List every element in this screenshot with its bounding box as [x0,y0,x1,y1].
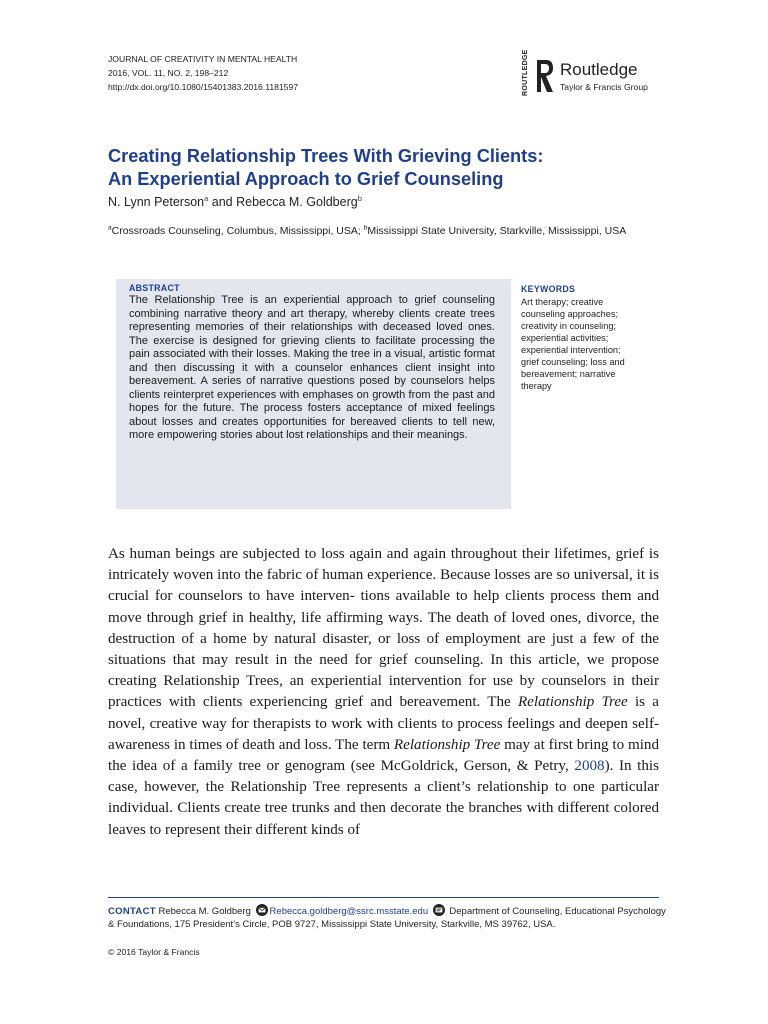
keyword-line: grief counseling; loss and [521,357,625,367]
italic-term-2: Relationship Tree [393,736,501,753]
body-text-part-4: ). In this case, however, the Relationship Tree represents a client’s relationship to one particular individual. Clients create tree trunks and then decorate the branches with different colored leaves to represent their different kinds of [108,758,659,838]
publisher-logo [522,49,662,98]
title-line-2: An Experiential Approach to Grief Counseling [108,169,504,189]
affiliation-a: Crossroads Counseling, Columbus, Mississippi, USA; [111,225,364,237]
copyright: © 2016 Taylor & Francis [108,947,200,957]
citation-link[interactable]: 2008 [574,758,605,775]
keywords-list [521,296,651,392]
affil-mark-a: a [108,224,112,232]
journal-header [108,52,298,94]
contact-label: CONTACT [108,906,156,917]
contact-address: Department of Counseling, Educational Psychology & Foundations, 175 President’s Circle, POB 9727, Mississippi State University, Starkville, MS 39762, USA. [108,906,666,930]
keyword-line: counseling approaches; [521,309,619,319]
contact-block [108,904,668,931]
footer-divider [108,897,659,898]
author-1-affil-mark[interactable]: a [204,193,209,203]
affiliations [108,224,668,238]
author-2-affil-mark[interactable]: b [357,193,362,203]
keyword-line: experiential activities; [521,333,609,343]
author-1[interactable]: N. Lynn Peterson [108,195,205,209]
affil-mark-b: b [363,224,368,232]
email-icon [256,904,268,916]
abstract-box [116,279,511,509]
body-text-part-3: may at first bring to mind the idea of a family tree or genogram (see McGoldrick, Gerson, & Petry, [108,736,659,775]
publisher-name: Routledge [560,60,638,79]
keyword-line: creativity in counseling; [521,321,616,331]
publisher-vertical-text: ROUTLEDGE [522,49,529,96]
keywords-heading: KEYWORDS [521,284,576,294]
routledge-badge [522,49,554,98]
title-line-1: Creating Relationship Trees With Grieving Clients: [108,146,544,166]
body-text-part-1: As human beings are subjected to loss again and again throughout their lifetimes, grief is intricately woven into the fabric of human experience. Because losses are so universal, it is crucial for counselors to have interven- tions available to help clients process them and move through grief in healthy, life affirming ways. The death of loved ones, divorce, the destruction of a home by natural disaster, or loss of employment are just a few of the situations that may result in the need for grief counseling. In this article, we propose creating Relationship Trees, an experiential intervention for use by counselors in their practices with clients experiencing grief and bereavement. The [108,546,659,711]
italic-term-1: Relationship Tree [517,694,628,711]
doi-link[interactable]: http://dx.doi.org/10.1080/15401383.2016.1181597 [108,82,299,92]
keyword-line: Art therapy; creative [521,297,604,307]
abstract-heading: ABSTRACT [129,283,180,293]
volume-line: 2016, VOL. 11, NO. 2, 198–212 [108,68,229,78]
contact-name: Rebecca M. Goldberg [158,906,251,917]
address-icon [433,904,445,916]
abstract-text: The Relationship Tree is an experiential approach to grief counseling combining narrative theory and art therapy, whereby clients create trees representing memories of their relationships with deceased loved ones. The exercise is designed for grieving clients to facilitate processing the pain associated with their losses. Making the tree in a visual, artistic format and then discussing it with a counselor enhances client insight into bereavement. A series of narrative questions posed by counselors helps clients reinterpret experiences with emphases on growth from the past and hopes for the future. The process fosters acceptance of mixed feelings about losses and creates opportunities for bereaved clients to tell new, more empowering stories about lost relationships and their meanings. [129,294,495,441]
routledge-r-icon [534,58,554,98]
affiliation-b: Mississippi State University, Starkville, Mississippi, USA [367,225,627,237]
author-2[interactable]: Rebecca M. Goldberg [236,195,358,209]
author-list [108,195,362,209]
body-paragraph [108,544,659,841]
contact-email[interactable]: Rebecca.goldberg@ssrc.msstate.edu [269,906,429,917]
author-joiner: and [208,195,237,209]
journal-name: JOURNAL OF CREATIVITY IN MENTAL HEALTH [108,54,298,64]
keyword-line: therapy [521,381,552,391]
keyword-line: experiential intervention; [521,345,621,355]
article-title [108,145,668,191]
publisher-group: Taylor & Francis Group [560,82,648,92]
body-text-part-2: is a novel, creative way for therapists to work with clients to process feelings and deepen self-awareness in times of death and loss. The term [108,694,659,753]
keyword-line: bereavement; narrative [521,369,616,379]
